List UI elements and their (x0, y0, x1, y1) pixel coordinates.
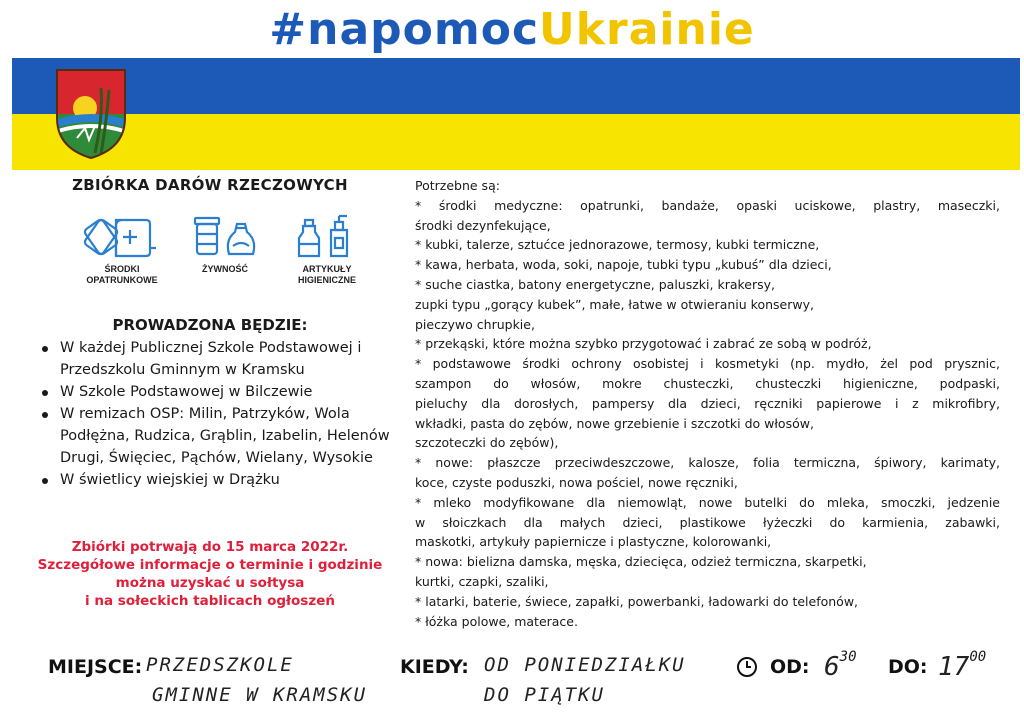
icon-label-food-1: ŻYWNOŚĆ (202, 264, 248, 274)
icon-label-hygiene-2: HIGIENICZNE (297, 275, 356, 285)
notice-line: Zbiórki potrwają do 15 marca 2022r. (71, 539, 349, 555)
needed-line: szampon do włosów, mokre chusteczki, chusteczki higieniczne, podpaski, (415, 375, 1000, 391)
when-line-2: DO PIĄTKU (484, 684, 605, 706)
icon-label-hygiene (282, 264, 372, 286)
from-hour: 6 (824, 652, 840, 682)
notice-line: Szczegółowe informacje o terminie i godzinie (37, 557, 383, 573)
hygiene-bottles-icon (287, 210, 367, 260)
hashtag-blue-part: napomoc (307, 4, 540, 55)
place-line-1: PRZEDSZKOLE (146, 654, 294, 676)
hours-block (736, 649, 1016, 712)
when-line-1: OD PONIEDZIAŁKU (484, 654, 686, 676)
icon-label-medical (72, 264, 172, 286)
needed-line: środki dezynfekujące, (415, 217, 551, 233)
deadline-notice (20, 538, 400, 610)
needed-line: wkładki, pasta do zębów, nowe grzebienie i szczotki do włosów, (415, 415, 814, 431)
list-item: W remizach OSP: Milin, Patrzyków, Wola Podłężna, Rudzica, Grąblin, Izabelin, Helenów Drugi, Święciec, Pąchów, Wielany, Wysokie (38, 403, 418, 469)
needed-line: szczoteczki do zębów), (415, 435, 559, 451)
needed-line: * kubki, talerze, sztućce jednorazowe, termosy, kubki termiczne, (415, 237, 820, 253)
list-item: W każdej Publicznej Szkole Podstawowej i Przedszkolu Gminnym w Kramsku (38, 337, 418, 381)
needed-line: zupki typu „gorący kubek”, małe, łatwe w otwieraniu konserwy, (415, 296, 814, 312)
list-item: W Szkole Podstawowej w Bilczewie (38, 381, 418, 403)
needed-line: pieczywo chrupkie, (415, 316, 535, 332)
icon-label-medical-1: ŚRODKI (104, 264, 140, 274)
needed-line: * suche ciastka, batony energetyczne, paluszki, krakersy, (415, 276, 776, 292)
held-at-heading: PROWADZONA BĘDZIE: (112, 316, 308, 334)
hashtag-hash: # (269, 4, 308, 55)
needed-line: kurtki, czapki, szaliki, (415, 573, 549, 589)
to-minutes: 00 (969, 649, 987, 665)
flag-blue-stripe (12, 58, 1020, 114)
from-time (824, 649, 857, 682)
needed-line: koce, czyste poduszki, nowa pościel, nowe ręczniki, (415, 474, 738, 490)
needed-line: * nowa: bielizna damska, męska, dziecięca, odzież termiczna, skarpetki, (415, 554, 867, 570)
needed-line: * latarki, baterie, świece, zapałki, powerbanki, ładowarki do telefonów, (415, 593, 859, 609)
from-minutes: 30 (839, 649, 857, 665)
icon-group-hygiene (282, 210, 372, 286)
needed-line: maskotki, artykuły papiernicze i plastyczne, kolorowanki, (415, 534, 772, 550)
needed-line: * środki medyczne: opatrunki, bandaże, opaski uciskowe, plastry, maseczki, (415, 197, 1000, 213)
from-label: OD: (770, 656, 810, 678)
list-item: W świetlicy wiejskiej w Drążku (38, 469, 418, 491)
hashtag-title (0, 6, 1024, 54)
place-label: MIEJSCE: (48, 656, 143, 678)
when-block (400, 652, 700, 712)
when-label: KIEDY: (400, 656, 469, 678)
place-line-2: GMINNE W KRAMSKU (152, 684, 368, 706)
icon-label-medical-2: OPATRUNKOWE (86, 275, 158, 285)
needed-line: * łóżka polowe, materace. (415, 613, 578, 629)
needed-line: * mleko modyfikowane dla niemowląt, nowe butelki do mleka, smoczki, jedzenie (415, 494, 1000, 510)
food-jar-icon (185, 210, 265, 260)
clock-icon (736, 656, 758, 678)
to-label: DO: (888, 656, 928, 678)
locations-list (38, 337, 418, 491)
needed-heading: Potrzebne są: (415, 178, 500, 193)
icon-label-hygiene-1: ARTYKUŁY (302, 264, 352, 274)
bandage-icon (82, 210, 162, 260)
icon-group-food (180, 210, 270, 275)
coat-of-arms-icon (55, 68, 127, 160)
needed-line: pieluchy dla dorosłych, pampersy dla dzieci, ręczniki papierowe i z mikrofibry, (415, 395, 1000, 411)
needed-items (415, 176, 1000, 631)
to-time (938, 649, 987, 682)
hashtag-yellow-part: Ukrainie (539, 4, 755, 55)
place-block (48, 652, 398, 712)
flag-yellow-stripe (12, 114, 1020, 170)
icon-label-food (180, 264, 270, 275)
notice-line: można uzyskać u sołtysa (115, 575, 305, 591)
icon-group-medical (72, 210, 172, 286)
needed-line: * podstawowe środki ochrony osobistej i kosmetyki (np. mydło, żel pod prysznic, (415, 356, 1000, 372)
needed-line: w słoiczkach dla małych dzieci, plastikowe łyżeczki do karmienia, zabawki, (415, 514, 1000, 530)
to-hour: 17 (938, 652, 970, 682)
needed-line: * kawa, herbata, woda, soki, napoje, tubki typu „kubuś” dla dzieci, (415, 257, 832, 273)
notice-line: i na sołeckich tablicach ogłoszeń (85, 593, 335, 609)
collection-title: ZBIÓRKA DARÓW RZECZOWYCH (72, 176, 348, 194)
needed-line: * nowe: płaszcze przeciwdeszczowe, kalosze, folia termiczna, śpiwory, karimaty, (415, 455, 1000, 471)
needed-line: * przekąski, które można szybko przygotować i zabrać ze sobą w podróż, (415, 336, 872, 352)
